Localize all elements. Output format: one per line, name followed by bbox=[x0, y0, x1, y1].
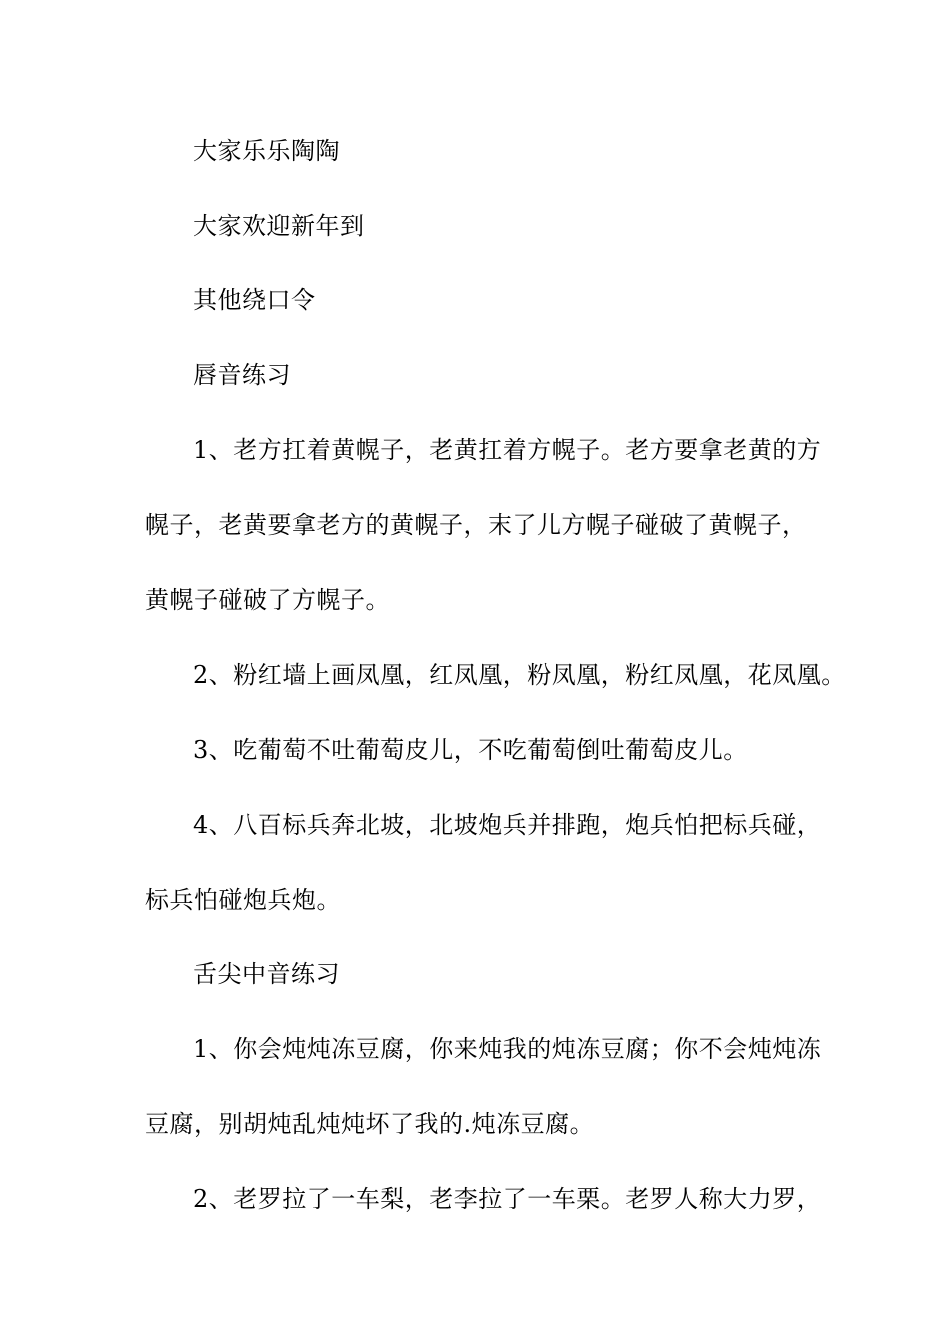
section-heading: 唇音练习 bbox=[193, 361, 291, 389]
paragraph-line: 1、你会炖炖冻豆腐，你来炖我的炖冻豆腐；你不会炖炖冻 bbox=[193, 1035, 822, 1063]
paragraph-line: 黄幌子碰破了方幌子。 bbox=[145, 586, 390, 614]
text-line: 大家欢迎新年到 bbox=[193, 212, 365, 240]
paragraph-line: 4、八百标兵奔北坡，北坡炮兵并排跑，炮兵怕把标兵碰， bbox=[193, 811, 822, 839]
paragraph-line: 3、吃葡萄不吐葡萄皮儿，不吃葡萄倒吐葡萄皮儿。 bbox=[193, 736, 748, 764]
paragraph-line: 1、老方扛着黄幌子，老黄扛着方幌子。老方要拿老黄的方 bbox=[193, 436, 822, 464]
section-heading: 其他绕口令 bbox=[193, 286, 316, 314]
paragraph-line: 2、粉红墙上画凤凰，红凤凰，粉凤凰，粉红凤凰，花凤凰。 bbox=[193, 661, 846, 689]
paragraph-line: 标兵怕碰炮兵炮。 bbox=[145, 886, 341, 914]
paragraph-line: 豆腐，别胡炖乱炖炖坏了我的.炖冻豆腐。 bbox=[145, 1110, 595, 1138]
section-heading: 舌尖中音练习 bbox=[193, 960, 340, 988]
paragraph-line: 幌子，老黄要拿老方的黄幌子，末了儿方幌子碰破了黄幌子， bbox=[145, 511, 807, 539]
text-line: 大家乐乐陶陶 bbox=[193, 137, 340, 165]
paragraph-line: 2、老罗拉了一车梨，老李拉了一车栗。老罗人称大力罗， bbox=[193, 1185, 822, 1213]
